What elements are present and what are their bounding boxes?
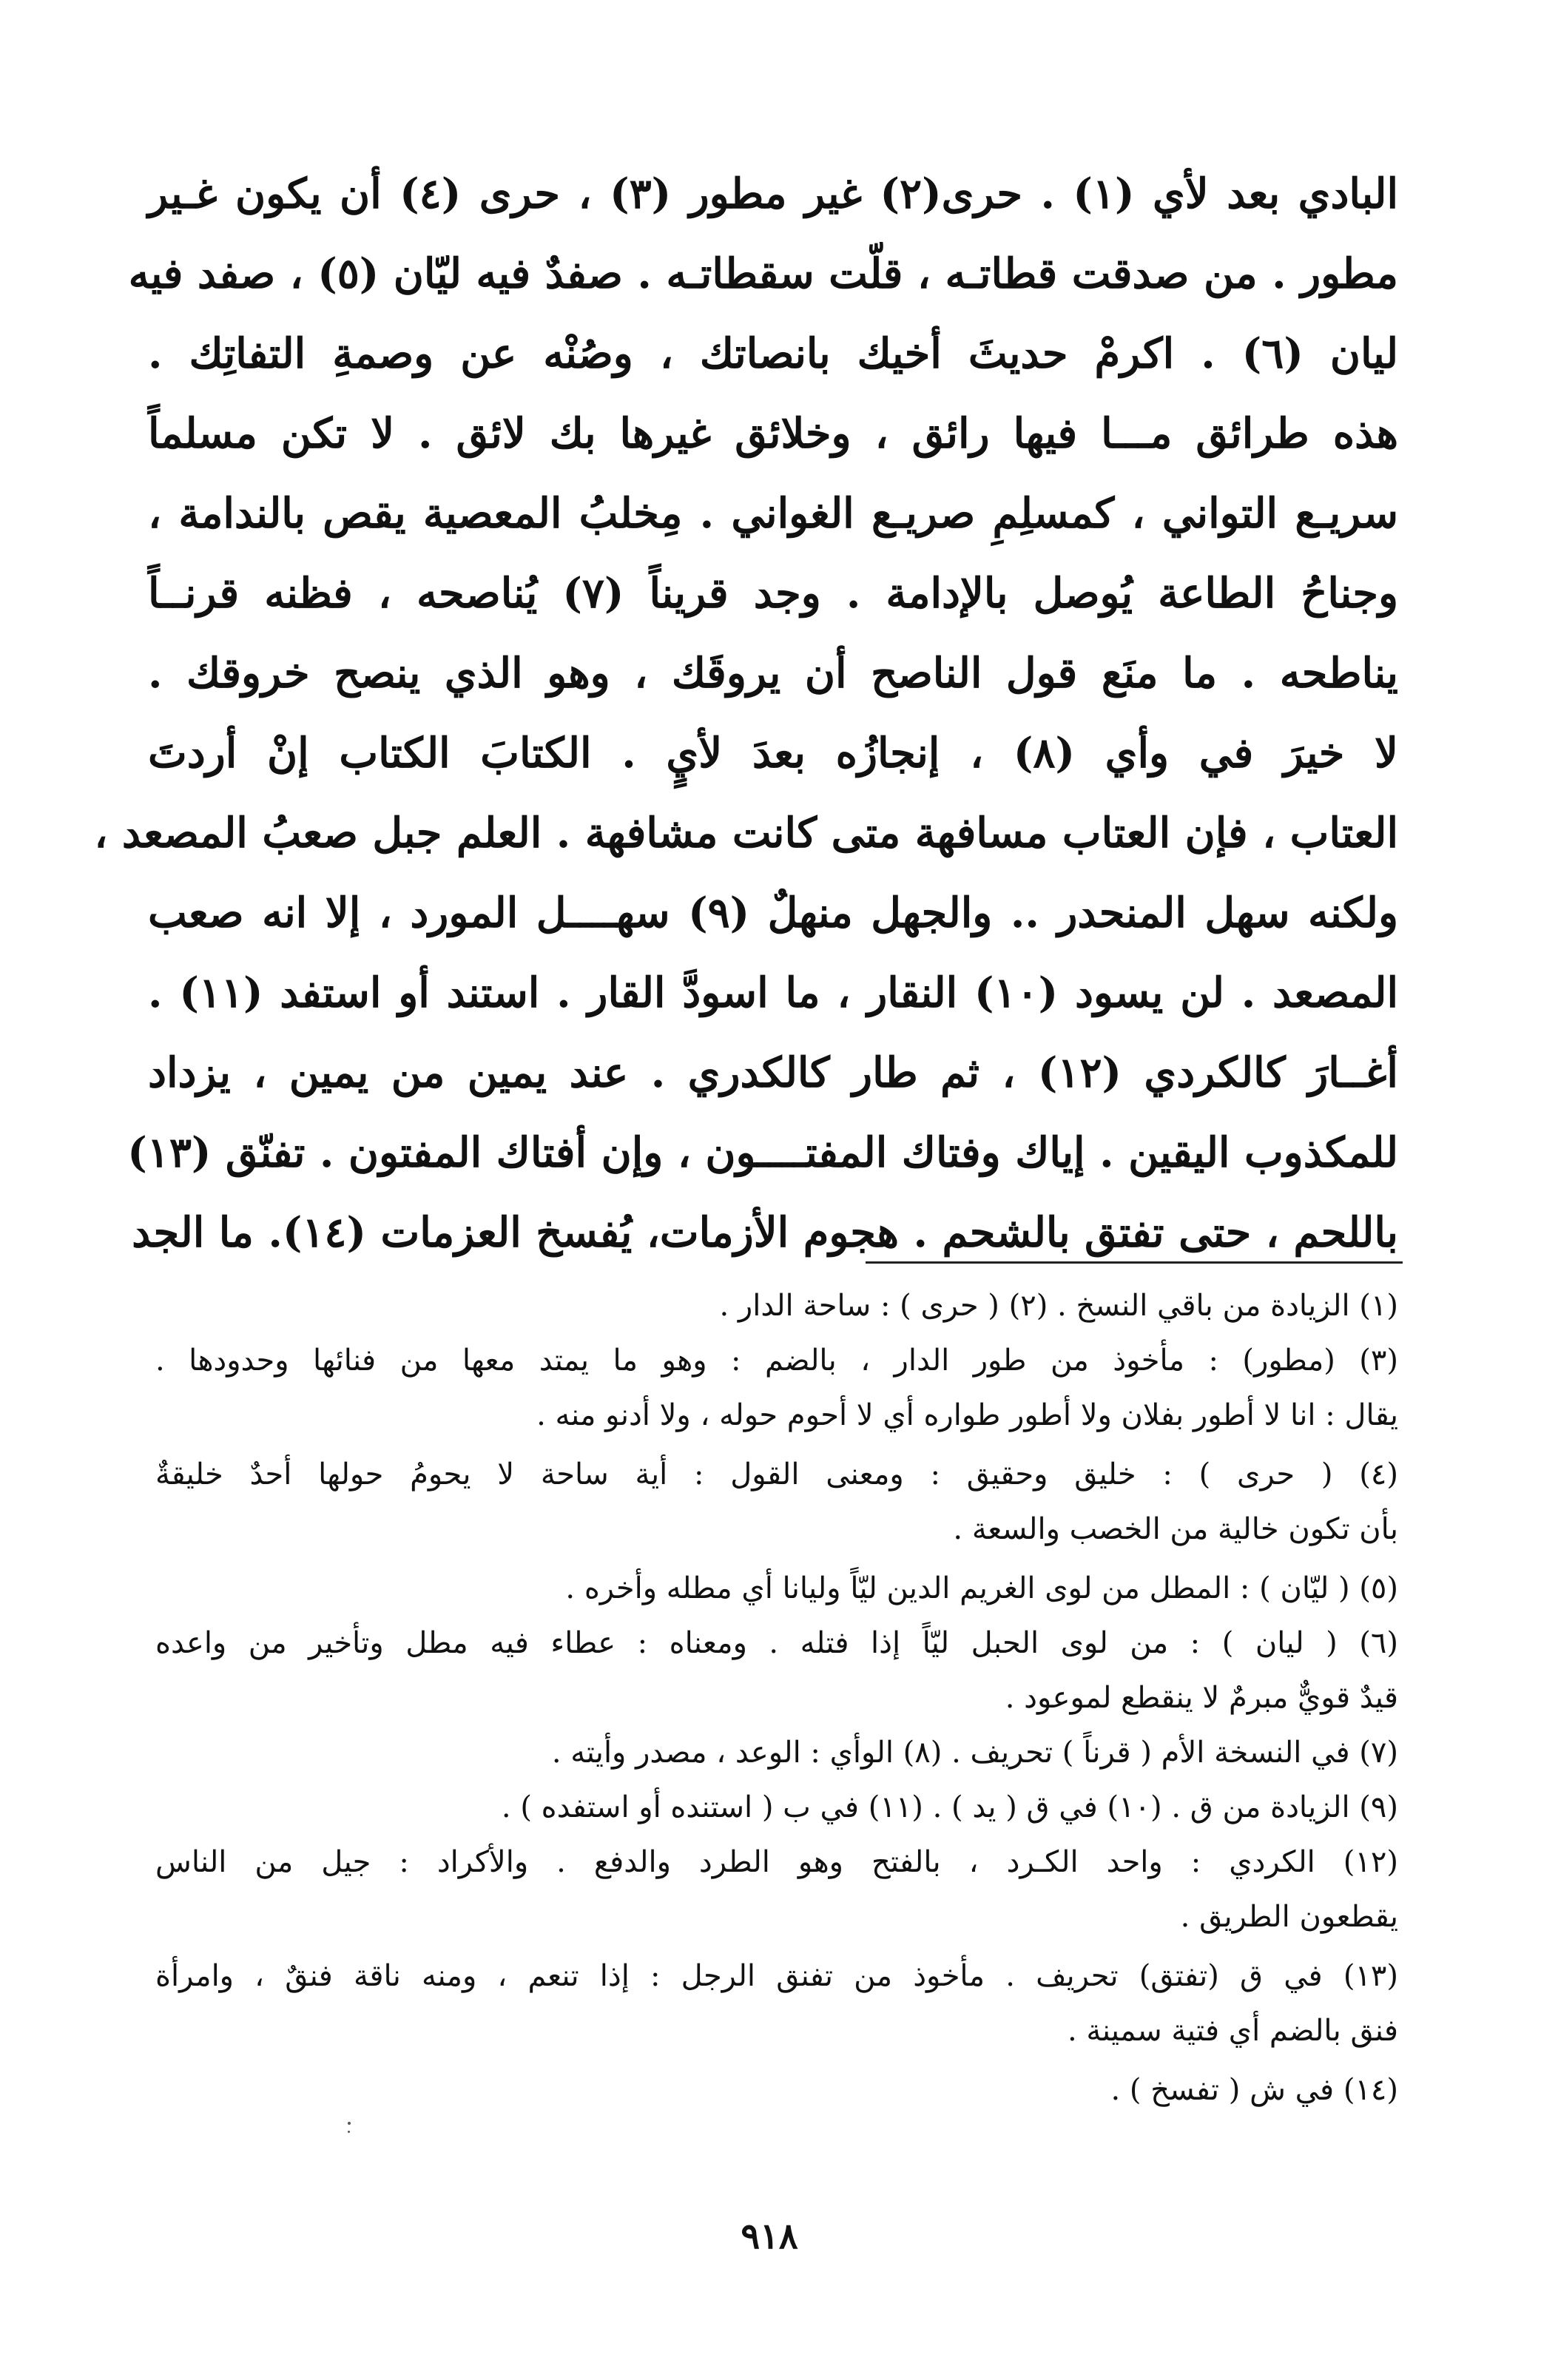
footnote-line: (١٤) في ش ( تفسخ ) . [1110, 2073, 1398, 2107]
main-text-line: يناطحه . ما منَع قول الناصح أن يروقَك ، وهو الذي ينصح خروقك . [148, 649, 1398, 698]
footnote-line: يقطعون الطريق . [1180, 1900, 1398, 1934]
main-text-line: هذه طرائق مـــا فيها رائق ، وخلائق غيرها بك لائق . لا تكن مسلماً [148, 409, 1398, 458]
scan-speck [348, 2122, 351, 2125]
main-text-line: باللحم ، حتى تفتق بالشحم . هجوم الأزمات، يُفسخ العزمات (١٤). ما الجد [132, 1208, 1398, 1257]
footnote-line: قيدٌ قويٌّ مبرمٌ لا ينقطع لموعود . [1005, 1681, 1398, 1715]
footnote-line: فنق بالضم أي فتية سمينة . [1067, 2014, 1398, 2048]
footnote-line: (٤) ( حرى ) : خليق وحقيق : ومعنى القول : أية ساحة لا يحومُ حولها أحدٌ خليقةٌ [155, 1457, 1398, 1491]
main-text-line: سريـع التواني ، كمسلِمِ صريـع الغواني . مِخلبُ المعصية يقص بالندامة ، [148, 489, 1398, 538]
main-text-line: مطور . من صدقت قطاتـه ، قلّت سقطاتـه . صفدٌ فيه ليّان (٥) ، صفد فيه [128, 249, 1398, 298]
page-number: ٩١٨ [741, 2216, 798, 2257]
main-text-line: العتاب ، فإن العتاب مسافهة متى كانت مشافهة . العلم جبل صعبُ المصعد ، [94, 809, 1398, 857]
footnote-line: (٧) في النسخة الأم ( قرناً ) تحريف . (٨) الوأي : الوعد ، مصدر وأيته . [551, 1736, 1398, 1770]
footnote-line: (١٢) الكردي : واحد الكـرد ، بالفتح وهو الطرد والدفع . والأكراد : جيل من الناس [155, 1845, 1398, 1879]
footnote-line: (٦) ( ليان ) : من لوى الحبل ليّاً إذا فتله . ومعناه : عطاء فيه مطل وتأخير من واعده [155, 1626, 1398, 1660]
main-text-line: وجناحُ الطاعة يُوصل بالإدامة . وجد قريناً (٧) يُناصحه ، فظنه قرنــاً [148, 569, 1398, 618]
footnote-separator [866, 1261, 1403, 1264]
main-text-line: أغــارَ كالكردي (١٢) ، ثم طار كالكدري . عند يمين من يمين ، يزداد [148, 1048, 1398, 1097]
footnote-line: بأن تكون خالية من الخصب والسعة . [953, 1512, 1398, 1546]
footnote-line: (٩) الزيادة من ق . (١٠) في ق ( يد ) . (١١) في ب ( استنده أو استفده ) . [501, 1790, 1398, 1824]
footnote-line: (١٣) في ق (تفتق) تحريف . مأخوذ من تفنق الرجل : إذا تنعم ، ومنه ناقة فنقٌ ، وامرأة [155, 1959, 1399, 1993]
footnotes-block [155, 1278, 1398, 2117]
footnote-line: (٥) ( ليّان ) : المطل من لوى الغريم الدين ليّاً وليانا أي مطله وأخره . [565, 1571, 1398, 1605]
main-text-line: المصعد . لن يسود (١٠) النقار ، ما اسودَّ القار . استند أو استفد (١١) . [148, 968, 1399, 1017]
main-text-line: البادي بعد لأي (١) . حرى(٢) غير مطور (٣) ، حرى (٤) أن يكون غـير [148, 169, 1399, 218]
main-text-line: لا خيرَ في وأي (٨) ، إنجازُه بعدَ لأيٍ . الكتابَ الكتاب إنْ أردتَ [148, 729, 1398, 778]
main-text-line: للمكذوب اليقين . إياك وفتاك المفتــــون ، وإن أفتاك المفتون . تفنّق (١٣) [127, 1128, 1398, 1177]
main-text-line: ليان (٦) . اكرمْ حديثَ أخيك بانصاتك ، وصُنْه عن وصمةِ التفاتِك . [148, 329, 1399, 378]
main-text-block [94, 154, 1399, 1272]
footnote-line: (٣) (مطور) : مأخوذ من طور الدار ، بالضم : وهو ما يمتد معها من فنائها وحدودها . [155, 1344, 1398, 1378]
main-text-line: ولكنه سهل المنحدر .. والجهل منهلٌ (٩) سهــــل المورد ، إلا انه صعب [148, 889, 1398, 937]
scan-speck [348, 2131, 350, 2133]
footnote-line: (١) الزيادة من باقي النسخ . (٢) ( حرى ) : ساحة الدار . [719, 1289, 1398, 1323]
footnote-line: يقال : انا لا أطور بفلان ولا أطور طواره أي لا أحوم حوله ، ولا أدنو منه . [536, 1398, 1398, 1432]
